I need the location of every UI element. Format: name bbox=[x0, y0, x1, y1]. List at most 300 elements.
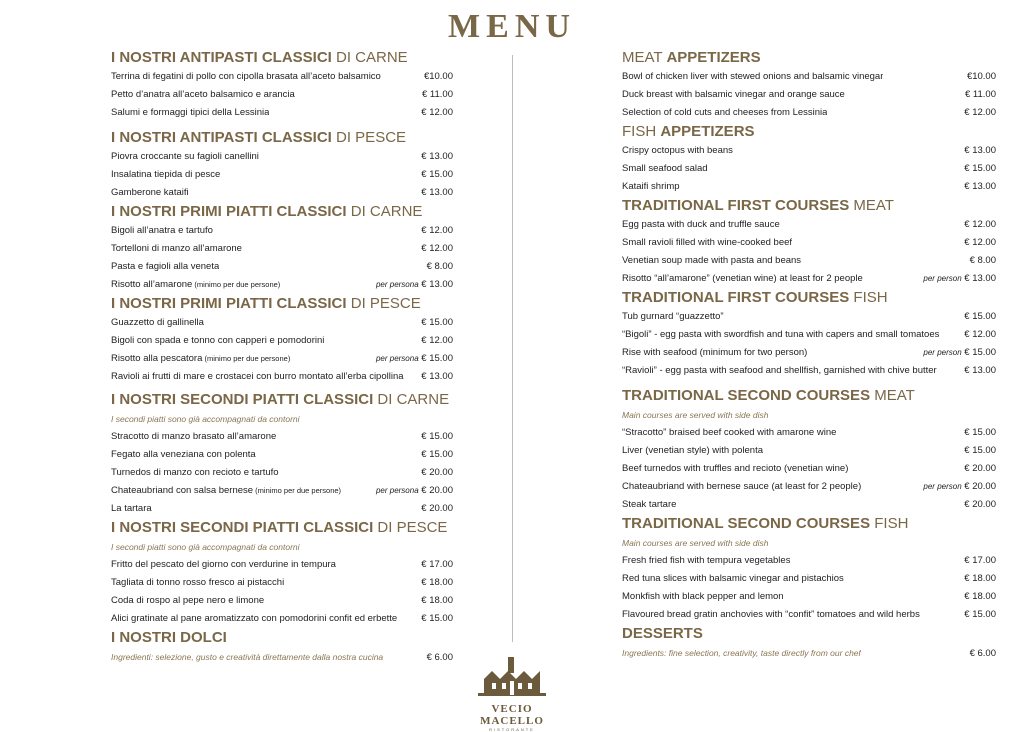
item-name bbox=[622, 478, 861, 496]
section-title-bold: I NOSTRI SECONDI PIATTI CLASSICI bbox=[111, 519, 374, 536]
item-name-text: Small seafood salad bbox=[622, 163, 708, 174]
menu-item bbox=[111, 500, 453, 518]
item-name bbox=[622, 308, 724, 326]
item-name bbox=[111, 446, 256, 464]
item-price-value: € 20.00 bbox=[964, 499, 996, 510]
menu-item bbox=[111, 166, 453, 184]
restaurant-logo bbox=[470, 655, 554, 732]
item-name bbox=[111, 240, 242, 258]
item-price bbox=[964, 142, 996, 160]
item-name-text: Red tuna slices with balsamic vinegar and pistachios bbox=[622, 573, 844, 584]
item-price bbox=[964, 362, 996, 380]
item-name-text: Monkfish with black pepper and lemon bbox=[622, 591, 784, 602]
item-price-value: € 11.00 bbox=[422, 89, 453, 100]
item-name-text: Bigoli all’anatra e tartufo bbox=[111, 225, 213, 236]
item-price-value: € 15.00 bbox=[421, 169, 453, 180]
menu-item bbox=[111, 104, 453, 122]
item-name-text: Risotto “all’amarone” (venetian wine) at least for 2 people bbox=[622, 273, 863, 284]
item-name bbox=[111, 574, 284, 592]
item-name-text: Steak tartare bbox=[622, 499, 677, 510]
menu-section bbox=[111, 390, 453, 518]
menu-item bbox=[111, 428, 453, 446]
item-name-text: Risotto alla pescatora bbox=[111, 353, 203, 364]
item-price-value: € 8.00 bbox=[969, 255, 996, 266]
item-price-value: € 12.00 bbox=[964, 329, 996, 340]
menu-section bbox=[622, 196, 996, 288]
section-title bbox=[111, 628, 453, 648]
section-title-bold: I NOSTRI SECONDI PIATTI CLASSICI bbox=[111, 391, 374, 408]
menu-item bbox=[111, 368, 453, 386]
per-person-label: per person bbox=[923, 348, 962, 357]
item-name-text: Chateaubriand con salsa bernese bbox=[111, 485, 254, 496]
item-price-value: € 15.00 bbox=[964, 445, 996, 456]
item-price bbox=[421, 240, 453, 258]
item-price-value: € 20.00 bbox=[964, 463, 996, 474]
section-title-bold: I NOSTRI ANTIPASTI CLASSICI bbox=[111, 129, 332, 146]
item-name-text: Tortelloni di manzo all’amarone bbox=[111, 243, 242, 254]
item-name-text: “Bigoli” - egg pasta with swordfish and tuna with capers and small tomatoes bbox=[622, 329, 940, 340]
menu-item bbox=[111, 276, 453, 294]
item-price-value: € 12.00 bbox=[421, 335, 453, 346]
item-name bbox=[111, 464, 279, 482]
menu-item bbox=[622, 606, 996, 624]
item-price bbox=[967, 68, 996, 86]
item-name-text: Chateaubriand with bernese sauce (at least for 2 people) bbox=[622, 481, 862, 492]
item-price bbox=[422, 86, 453, 104]
item-name-text: Kataifi shrimp bbox=[622, 181, 680, 192]
item-name-text: “Ravioli” - egg pasta with seafood and shellfish, garnished with chive butter bbox=[622, 365, 937, 376]
section-title-bold: DESSERTS bbox=[622, 625, 703, 642]
item-price-value: €10.00 bbox=[966, 71, 996, 82]
menu-section bbox=[111, 294, 453, 386]
menu-item bbox=[622, 142, 996, 160]
item-name-text: “Stracotto” braised beef cooked with amarone wine bbox=[622, 427, 837, 438]
section-title-light: DI PESCE bbox=[331, 129, 407, 146]
item-name bbox=[622, 442, 763, 460]
item-price bbox=[421, 104, 453, 122]
menu-item bbox=[622, 234, 996, 252]
item-price-value: € 20.00 bbox=[421, 485, 453, 496]
english-menu-column bbox=[622, 48, 996, 663]
item-price bbox=[923, 270, 996, 288]
item-price-value: €10.00 bbox=[423, 71, 453, 82]
item-name-text: Fegato alla veneziana con polenta bbox=[111, 449, 256, 460]
item-name bbox=[622, 216, 780, 234]
item-price-value: € 20.00 bbox=[421, 467, 453, 478]
menu-item bbox=[622, 552, 996, 570]
item-price bbox=[421, 368, 453, 386]
item-price bbox=[964, 104, 996, 122]
item-price bbox=[970, 252, 996, 270]
item-name bbox=[111, 148, 259, 166]
item-price bbox=[964, 442, 996, 460]
item-name-text: La tartara bbox=[111, 503, 152, 514]
item-name-text: Rise with seafood (minimum for two person) bbox=[622, 347, 808, 358]
item-name-text: Insalatina tiepida di pesce bbox=[111, 169, 221, 180]
item-price-value: € 13.00 bbox=[421, 187, 453, 198]
item-name bbox=[111, 258, 219, 276]
item-price bbox=[421, 184, 453, 202]
item-price bbox=[964, 496, 996, 514]
item-price-value: € 13.00 bbox=[964, 365, 996, 376]
item-price-value: € 12.00 bbox=[421, 107, 453, 118]
item-price-value: € 6.00 bbox=[969, 648, 996, 659]
item-price-value: € 13.00 bbox=[964, 181, 996, 192]
item-price-value: € 20.00 bbox=[421, 503, 453, 514]
section-title-bold: I NOSTRI ANTIPASTI CLASSICI bbox=[111, 49, 332, 66]
item-name bbox=[111, 428, 276, 446]
item-name-text: Gamberone kataifi bbox=[111, 187, 189, 198]
item-price-value: € 15.00 bbox=[964, 163, 996, 174]
section-title-light: MEAT bbox=[870, 387, 915, 404]
item-name bbox=[111, 332, 324, 350]
menu-item bbox=[111, 482, 453, 500]
section-title bbox=[622, 386, 996, 406]
item-name bbox=[111, 556, 336, 574]
menu-item bbox=[111, 350, 453, 368]
item-price-value: € 17.00 bbox=[421, 559, 453, 570]
item-name bbox=[622, 344, 807, 362]
column-divider bbox=[512, 55, 513, 642]
section-title-bold: TRADITIONAL SECOND COURSES bbox=[622, 515, 871, 532]
menu-item bbox=[111, 556, 453, 574]
item-name-text: Beef turnedos with truffles and recioto (venetian wine) bbox=[622, 463, 849, 474]
menu-item bbox=[622, 496, 996, 514]
item-name bbox=[622, 178, 680, 196]
item-price bbox=[421, 592, 453, 610]
item-name bbox=[111, 184, 189, 202]
item-price-value: € 15.00 bbox=[964, 609, 996, 620]
menu-item bbox=[622, 308, 996, 326]
menu-item bbox=[622, 178, 996, 196]
item-price bbox=[421, 148, 453, 166]
item-price-value: € 15.00 bbox=[421, 613, 453, 624]
section-title-light: DI PESCE bbox=[346, 295, 421, 312]
menu-item bbox=[622, 442, 996, 460]
item-price bbox=[421, 500, 453, 518]
menu-section bbox=[111, 128, 453, 202]
item-name-text: Tagliata di tonno rosso fresco ai pistacchi bbox=[111, 577, 285, 588]
menu-section bbox=[622, 48, 996, 122]
section-title-light: FISH bbox=[622, 123, 661, 140]
item-price-value: € 18.00 bbox=[421, 595, 453, 606]
menu-item bbox=[622, 216, 996, 234]
section-title bbox=[111, 128, 453, 148]
item-price bbox=[421, 222, 453, 240]
item-price bbox=[964, 460, 996, 478]
item-name-text: Liver (venetian style) with polenta bbox=[622, 445, 763, 456]
item-name-text: Bigoli con spada e tonno con capperi e pomodorini bbox=[111, 335, 325, 346]
menu-section bbox=[622, 514, 996, 624]
menu-section bbox=[622, 386, 996, 514]
item-price bbox=[964, 552, 996, 570]
section-title bbox=[622, 196, 996, 216]
section-title-bold: TRADITIONAL FIRST COURSES bbox=[622, 289, 850, 306]
section-title bbox=[622, 48, 996, 68]
item-price-value: € 13.00 bbox=[421, 279, 453, 290]
item-price-value: € 8.00 bbox=[426, 261, 453, 272]
item-name-text: Ingredients: fine selection, creativity, taste directly from our chef bbox=[622, 648, 861, 658]
item-price-value: € 13.00 bbox=[964, 145, 996, 156]
item-name-text: Turnedos di manzo con recioto e tartufo bbox=[111, 467, 279, 478]
item-price bbox=[421, 464, 453, 482]
item-name bbox=[111, 610, 397, 628]
item-price-value: € 13.00 bbox=[964, 273, 996, 284]
item-name-text: Risotto all’amarone bbox=[111, 279, 193, 290]
per-person-label: per persona bbox=[375, 486, 419, 495]
menu-item bbox=[622, 478, 996, 496]
item-name bbox=[111, 648, 383, 667]
item-name bbox=[111, 592, 264, 610]
menu-title: MENU bbox=[448, 8, 576, 45]
menu-section bbox=[111, 202, 453, 294]
item-price bbox=[421, 332, 453, 350]
item-price-value: € 15.00 bbox=[421, 431, 453, 442]
menu-item bbox=[111, 222, 453, 240]
item-name-text: Stracotto di manzo brasato all’amarone bbox=[111, 431, 277, 442]
item-price bbox=[964, 216, 996, 234]
item-price-value: € 15.00 bbox=[964, 311, 996, 322]
menu-item bbox=[622, 270, 996, 288]
factory-building-icon bbox=[470, 655, 554, 697]
item-name-text: Bowl of chicken liver with stewed onions and balsamic vinegar bbox=[622, 71, 884, 82]
menu-item bbox=[622, 460, 996, 478]
section-title bbox=[111, 294, 453, 314]
item-name-text: Coda di rospo al pepe nero e limone bbox=[111, 595, 265, 606]
item-price-value: € 20.00 bbox=[964, 481, 996, 492]
menu-section bbox=[111, 48, 453, 122]
item-name bbox=[111, 350, 290, 368]
menu-item bbox=[622, 86, 996, 104]
item-name bbox=[111, 166, 220, 184]
item-price bbox=[923, 478, 996, 496]
item-price bbox=[421, 446, 453, 464]
item-name bbox=[622, 362, 937, 380]
item-name bbox=[622, 68, 883, 86]
section-note: Main courses are served with side dish bbox=[622, 538, 769, 548]
item-name bbox=[622, 86, 845, 104]
section-title bbox=[622, 122, 996, 142]
menu-item bbox=[622, 104, 996, 122]
item-price bbox=[427, 258, 453, 276]
item-name-text: Small ravioli filled with wine-cooked beef bbox=[622, 237, 793, 248]
menu-item bbox=[111, 148, 453, 166]
menu-item bbox=[622, 252, 996, 270]
item-name bbox=[111, 314, 204, 332]
item-name bbox=[622, 270, 863, 288]
item-name bbox=[111, 86, 295, 104]
section-title-bold: I NOSTRI DOLCI bbox=[111, 629, 227, 646]
menu-item bbox=[622, 362, 996, 380]
menu-item bbox=[622, 68, 996, 86]
item-name-text: Tub gurnard “guazzetto” bbox=[622, 311, 724, 322]
item-name-text: Guazzetto di gallinella bbox=[111, 317, 204, 328]
item-price bbox=[424, 68, 453, 86]
item-price bbox=[376, 482, 453, 500]
section-title-bold: TRADITIONAL SECOND COURSES bbox=[622, 387, 871, 404]
section-title-light: DI CARNE bbox=[331, 49, 408, 66]
item-price-value: € 12.00 bbox=[421, 225, 453, 236]
per-person-label: per persona bbox=[375, 354, 419, 363]
item-price-value: € 12.00 bbox=[964, 237, 996, 248]
menu-item bbox=[111, 592, 453, 610]
item-name bbox=[622, 252, 801, 270]
item-name-text: Fresh fried fish with tempura vegetables bbox=[622, 555, 791, 566]
menu-item bbox=[622, 644, 996, 663]
item-price-value: € 15.00 bbox=[964, 347, 996, 358]
item-name bbox=[111, 482, 341, 500]
item-price bbox=[964, 326, 996, 344]
menu-item bbox=[111, 610, 453, 628]
section-title bbox=[111, 390, 453, 410]
section-note: I secondi piatti sono già accompagnati da contorni bbox=[111, 542, 300, 552]
section-title bbox=[111, 48, 453, 68]
item-name-text: Salumi e formaggi tipici della Lessinia bbox=[111, 107, 270, 118]
section-title-bold: APPETIZERS bbox=[660, 123, 755, 140]
item-name-text: Piovra croccante su fagioli canellini bbox=[111, 151, 259, 162]
item-price-value: € 12.00 bbox=[421, 243, 453, 254]
item-price-value: € 15.00 bbox=[421, 317, 453, 328]
logo-name: VECIO MACELLO bbox=[480, 703, 544, 727]
section-title-light: FISH bbox=[849, 289, 888, 306]
menu-section bbox=[622, 122, 996, 196]
menu-section bbox=[111, 518, 453, 628]
menu-item bbox=[111, 648, 453, 667]
item-name bbox=[622, 326, 939, 344]
menu-item bbox=[622, 588, 996, 606]
per-person-label: per person bbox=[923, 482, 962, 491]
section-title bbox=[622, 624, 996, 644]
item-name bbox=[622, 142, 733, 160]
menu-item bbox=[111, 314, 453, 332]
menu-item bbox=[622, 160, 996, 178]
item-name-text: Egg pasta with duck and truffle sauce bbox=[622, 219, 780, 230]
section-note: I secondi piatti sono già accompagnati da contorni bbox=[111, 414, 300, 424]
item-name-text: Fritto del pescato del giorno con verdurine in tempura bbox=[111, 559, 336, 570]
item-price bbox=[970, 645, 996, 663]
item-name bbox=[622, 496, 676, 514]
section-title-bold: APPETIZERS bbox=[666, 49, 761, 66]
item-price bbox=[964, 424, 996, 442]
section-title-light: MEAT bbox=[622, 49, 667, 66]
menu-item bbox=[111, 464, 453, 482]
item-name bbox=[111, 68, 381, 86]
item-price-value: € 13.00 bbox=[421, 151, 453, 162]
menu-item bbox=[111, 86, 453, 104]
item-price bbox=[965, 86, 996, 104]
menu-item bbox=[622, 570, 996, 588]
item-price-value: € 13.00 bbox=[421, 371, 453, 382]
item-name-text: Selection of cold cuts and cheeses from Lessinia bbox=[622, 107, 828, 118]
logo-subtitle: RISTORANTE bbox=[489, 727, 535, 732]
item-name bbox=[111, 104, 269, 122]
item-name-text: Ingredienti: selezione, gusto e creatività direttamente dalla nostra cucina bbox=[111, 652, 384, 662]
item-price bbox=[964, 570, 996, 588]
item-name bbox=[622, 424, 836, 442]
item-name bbox=[622, 104, 827, 122]
italian-menu-column bbox=[111, 48, 453, 667]
item-price bbox=[964, 588, 996, 606]
section-title-light: DI PESCE bbox=[373, 519, 448, 536]
menu-item bbox=[111, 258, 453, 276]
item-price bbox=[964, 234, 996, 252]
item-price bbox=[376, 276, 453, 294]
section-title-light: DI CARNE bbox=[373, 391, 450, 408]
item-name bbox=[622, 234, 792, 252]
item-price bbox=[964, 308, 996, 326]
item-price bbox=[421, 428, 453, 446]
item-price-value: € 18.00 bbox=[964, 573, 996, 584]
item-price-value: € 18.00 bbox=[964, 591, 996, 602]
item-name-text: Alici gratinate al pane aromatizzato con pomodorini confit ed erbette bbox=[111, 613, 398, 624]
section-title-bold: I NOSTRI PRIMI PIATTI CLASSICI bbox=[111, 295, 347, 312]
item-price-value: € 17.00 bbox=[964, 555, 996, 566]
item-price-value: € 11.00 bbox=[965, 89, 996, 100]
item-name-text: Pasta e fagioli alla veneta bbox=[111, 261, 220, 272]
section-title-light: DI CARNE bbox=[346, 203, 423, 220]
item-note: (minimo per due persone) bbox=[192, 280, 281, 289]
section-title bbox=[111, 518, 453, 538]
item-price bbox=[421, 574, 453, 592]
item-name bbox=[111, 222, 213, 240]
item-name-text: Flavoured bread gratin anchovies with “confit” tomatoes and wild herbs bbox=[622, 609, 920, 620]
menu-item bbox=[111, 446, 453, 464]
item-price-value: € 15.00 bbox=[421, 353, 453, 364]
menu-item bbox=[111, 68, 453, 86]
item-name bbox=[622, 570, 844, 588]
item-price-value: € 6.00 bbox=[426, 652, 453, 663]
section-title-light: FISH bbox=[870, 515, 909, 532]
item-name bbox=[622, 160, 708, 178]
menu-item bbox=[622, 326, 996, 344]
item-price bbox=[421, 556, 453, 574]
item-price-value: € 12.00 bbox=[964, 219, 996, 230]
item-price bbox=[964, 178, 996, 196]
item-name bbox=[111, 368, 404, 386]
item-name-text: Duck breast with balsamic vinegar and orange sauce bbox=[622, 89, 845, 100]
item-price bbox=[421, 314, 453, 332]
item-price-value: € 15.00 bbox=[421, 449, 453, 460]
item-name-text: Crispy octopus with beans bbox=[622, 145, 733, 156]
per-person-label: per person bbox=[923, 274, 962, 283]
per-person-label: per persona bbox=[375, 280, 419, 289]
menu-item bbox=[622, 424, 996, 442]
menu-section bbox=[622, 624, 996, 663]
menu-section bbox=[111, 628, 453, 667]
item-price-value: € 18.00 bbox=[421, 577, 453, 588]
item-name bbox=[622, 606, 920, 624]
menu-item bbox=[622, 344, 996, 362]
item-price bbox=[421, 166, 453, 184]
item-note: (minimo per due persone) bbox=[253, 486, 342, 495]
item-name-text: Petto d’anatra all’aceto balsamico e arancia bbox=[111, 89, 295, 100]
item-price bbox=[376, 350, 453, 368]
item-name-text: Ravioli ai frutti di mare e crostacei con burro montato all’erba cipollina bbox=[111, 371, 404, 382]
item-price bbox=[421, 610, 453, 628]
menu-item bbox=[111, 332, 453, 350]
item-name bbox=[622, 552, 790, 570]
item-name bbox=[622, 460, 848, 478]
menu-section bbox=[622, 288, 996, 380]
section-title-light: MEAT bbox=[849, 197, 894, 214]
item-name-text: Terrina di fegatini di pollo con cipolla brasata all’aceto balsamico bbox=[111, 71, 381, 82]
section-title-bold: TRADITIONAL FIRST COURSES bbox=[622, 197, 850, 214]
item-price bbox=[964, 160, 996, 178]
item-price-value: € 15.00 bbox=[964, 427, 996, 438]
section-title bbox=[622, 288, 996, 308]
menu-item bbox=[111, 574, 453, 592]
item-price bbox=[923, 344, 996, 362]
